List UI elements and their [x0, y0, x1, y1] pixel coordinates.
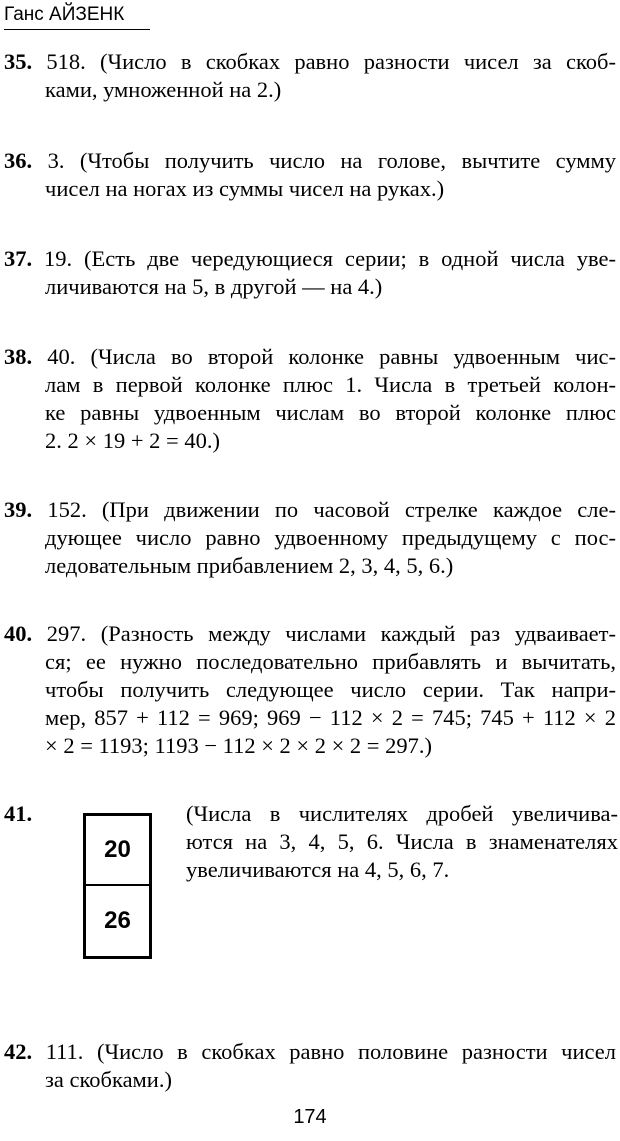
answer-line: × 2 = 1193; 1193 − 112 × 2 × 2 × 2 = 297.): [45, 733, 432, 758]
fraction-denominator: 26: [104, 907, 131, 934]
answer-line: чисел на ногах из суммы чисел на руках.): [45, 176, 445, 201]
answer-line: (Числа в числителях дробей увеличива-: [186, 801, 618, 826]
answer-line: 3. (Чтобы получить число на голове, вычтите сумму: [47, 148, 617, 173]
fraction-numerator: 20: [86, 816, 149, 886]
answer-line: 111. (Число в скобках равно половине разности чисел: [45, 1039, 616, 1064]
answer-41: [186, 800, 618, 884]
answer-number: 37.: [4, 246, 33, 271]
answer-line: чтобы получить следующее число серии. Так напри-: [45, 677, 616, 702]
answer-line: 19. (Есть две чередующиеся серии; в одной числа уве-: [44, 246, 617, 271]
answer-38: [4, 343, 616, 455]
page-number: 174: [293, 1106, 327, 1128]
answer-number: 42.: [4, 1039, 33, 1064]
answer-line: увеличиваются на 4, 5, 6, 7.: [186, 857, 450, 882]
answer-line: 40. (Числа во второй колонке равны удвоенным чис-: [47, 344, 616, 369]
answer-line: ются на 3, 4, 5, 6. Числа в знаменателях: [186, 829, 618, 854]
answer-number: 41.: [4, 801, 33, 826]
answer-number: 39.: [4, 497, 33, 522]
answer-line: 2. 2 × 19 + 2 = 40.): [45, 428, 220, 453]
answer-line: ся; ее нужно последовательно прибавлять и вычитать,: [45, 649, 616, 674]
answer-39: [4, 496, 616, 580]
answer-line: ке равны удвоенным числам во второй колонке плюс: [45, 400, 616, 425]
answer-42: [4, 1038, 616, 1094]
answer-number: 36.: [4, 148, 33, 173]
running-head: Ганс АЙЗЕНК: [4, 4, 150, 30]
answer-36: [4, 147, 616, 203]
answer-35: [4, 48, 616, 104]
answer-line: лам в первой колонке плюс 1. Числа в третьей колон-: [45, 372, 616, 397]
answer-line: дующее число равно удвоенному предыдущему с пос-: [45, 525, 616, 550]
answer-number: 40.: [4, 621, 33, 646]
fraction-box: [83, 813, 152, 959]
answer-line: ледовательным прибавлением 2, 3, 4, 5, 6.): [45, 553, 454, 578]
answer-line: мер, 857 + 112 = 969; 969 − 112 × 2 = 745; 745 + 112 × 2: [45, 705, 616, 730]
answer-40: [4, 620, 616, 760]
answer-line: 297. (Разность между числами каждый раз удваивает-: [46, 621, 616, 646]
answer-number: 35.: [4, 49, 33, 74]
answer-line: ками, умноженной на 2.): [45, 77, 282, 102]
answer-line: личиваются на 5, в другой — на 4.): [45, 274, 383, 299]
answer-line: 518. (Число в скобках равно разности чисел за скоб-: [46, 49, 616, 74]
answer-line: за скобками.): [45, 1067, 172, 1092]
answer-number: 38.: [4, 344, 33, 369]
answer-37: [4, 245, 616, 301]
answer-line: 152. (При движении по часовой стрелке каждое сле-: [47, 497, 616, 522]
